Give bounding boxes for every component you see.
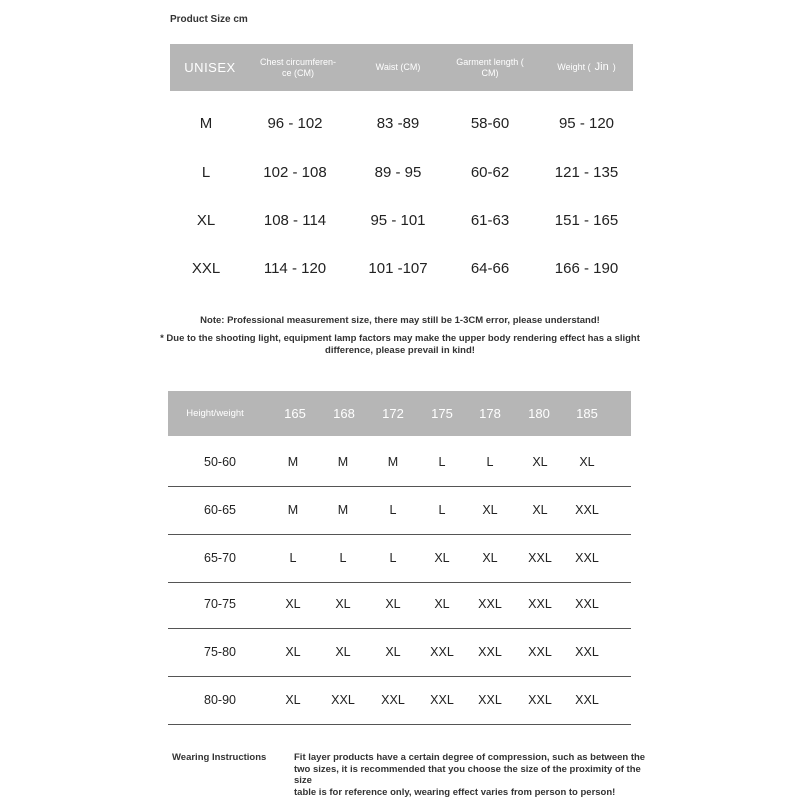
size-cell: XXL (430, 645, 454, 659)
chest-cell: 102 - 108 (263, 163, 327, 181)
size-cell: XL (385, 645, 401, 659)
size-cell: XXL (331, 693, 355, 707)
size-table-header (170, 44, 633, 91)
waist-cell: 83 -89 (376, 114, 420, 132)
size-row-m (170, 108, 633, 138)
size-cell: XXL (478, 693, 502, 707)
length-cell: 58-60 (470, 114, 510, 132)
waist-cell: 95 - 101 (370, 211, 426, 229)
size-cell: XXL (528, 693, 552, 707)
size-cell: L (438, 455, 446, 469)
size-cell: XXL (528, 597, 552, 611)
size-cell: XXL (191, 259, 221, 277)
weight-range: 50-60 (204, 455, 236, 469)
header-height-175: 175 (431, 406, 453, 421)
size-cell: M (199, 114, 213, 132)
size-cell: XL (335, 645, 351, 659)
size-cell: L (289, 551, 297, 565)
wearing-instructions-label: Wearing Instructions (172, 752, 267, 763)
header-height-168: 168 (333, 406, 355, 421)
header-weight (540, 44, 633, 91)
hw-row-75-80 (168, 628, 631, 677)
size-row-xxl (170, 253, 633, 283)
note-measurement: Note: Professional measurement size, there may still be 1-3CM error, please understand! (200, 315, 600, 326)
weight-range: 75-80 (204, 645, 236, 659)
size-cell: XL (434, 597, 450, 611)
page-title: Product Size cm (170, 14, 248, 25)
size-cell: L (486, 455, 494, 469)
weight-range: 70-75 (204, 597, 236, 611)
size-cell: L (201, 163, 211, 181)
size-cell: M (287, 503, 299, 517)
weight-range: 65-70 (204, 551, 236, 565)
weight-cell: 95 - 120 (558, 114, 615, 132)
note-lighting-line2: difference, please prevail in kind! (325, 345, 475, 356)
length-cell: 60-62 (470, 163, 510, 181)
header-height-180: 180 (528, 406, 550, 421)
length-cell: 64-66 (470, 259, 510, 277)
note-lighting-line1: * Due to the shooting light, equipment lamp factors may make the upper body rendering effect has a slight (160, 333, 640, 344)
wearing-instructions-text (294, 752, 654, 798)
size-cell: XL (196, 211, 216, 229)
size-row-l (170, 157, 633, 187)
weight-cell: 166 - 190 (554, 259, 619, 277)
size-cell: XL (482, 551, 498, 565)
wearing-line-1: Fit layer products have a certain degree of compression, such as between the (294, 752, 646, 763)
size-cell: XL (579, 455, 595, 469)
hw-row-65-70 (168, 534, 631, 583)
size-row-xl (170, 205, 633, 235)
header-chest: Chest circumferen-ce (CM) (259, 56, 337, 78)
hw-row-70-75 (168, 580, 631, 629)
size-cell: XL (335, 597, 351, 611)
header-height-178: 178 (479, 406, 501, 421)
header-height-185: 185 (576, 406, 598, 421)
size-cell: M (287, 455, 299, 469)
size-cell: XL (434, 551, 450, 565)
size-cell: XXL (575, 551, 599, 565)
header-height-165: 165 (284, 406, 306, 421)
size-cell: M (337, 503, 349, 517)
wearing-line-2: two sizes, it is recommended that you choose the size of the proximity of the size (294, 763, 641, 786)
size-cell: XXL (575, 597, 599, 611)
size-cell: XXL (528, 645, 552, 659)
size-cell: XXL (528, 551, 552, 565)
size-cell: XXL (478, 645, 502, 659)
waist-cell: 89 - 95 (374, 163, 422, 181)
header-height-172: 172 (382, 406, 404, 421)
hw-row-60-65 (168, 486, 631, 535)
header-weight-suffix: ) (612, 62, 616, 72)
size-cell: L (389, 503, 397, 517)
size-cell: XL (385, 597, 401, 611)
header-weight-prefix: Weight ( (557, 62, 591, 72)
waist-cell: 101 -107 (368, 259, 428, 277)
weight-range: 60-65 (204, 503, 236, 517)
size-cell: L (438, 503, 446, 517)
header-weight-unit: Jin (594, 61, 609, 73)
size-cell: XXL (575, 693, 599, 707)
header-waist: Waist (CM) (375, 62, 421, 72)
size-cell: XXL (575, 503, 599, 517)
size-cell: XL (482, 503, 498, 517)
hw-row-80-90 (168, 676, 631, 725)
weight-cell: 151 - 165 (554, 211, 619, 229)
chest-cell: 96 - 102 (267, 114, 323, 132)
size-cell: XL (285, 645, 301, 659)
size-cell: XL (532, 455, 548, 469)
hw-table-header (168, 391, 631, 436)
size-cell: XL (532, 503, 548, 517)
header-length: Garment length ( CM) (456, 56, 524, 78)
chest-cell: 114 - 120 (263, 259, 327, 277)
size-cell: XXL (478, 597, 502, 611)
size-cell: M (387, 455, 399, 469)
size-cell: M (337, 455, 349, 469)
size-cell: XL (285, 597, 301, 611)
weight-range: 80-90 (204, 693, 236, 707)
size-cell: XXL (575, 645, 599, 659)
size-cell: XXL (381, 693, 405, 707)
header-unisex: UNISEX (184, 60, 236, 75)
chest-cell: 108 - 114 (263, 211, 327, 229)
length-cell: 61-63 (470, 211, 510, 229)
hw-row-50-60 (168, 438, 631, 487)
size-cell: XXL (430, 693, 454, 707)
header-height-weight: Height/weight (186, 408, 244, 419)
size-cell: L (339, 551, 347, 565)
size-cell: L (389, 551, 397, 565)
wearing-line-3: table is for reference only, wearing effect varies from person to person! (294, 786, 616, 798)
size-cell: XL (285, 693, 301, 707)
weight-cell: 121 - 135 (554, 163, 619, 181)
